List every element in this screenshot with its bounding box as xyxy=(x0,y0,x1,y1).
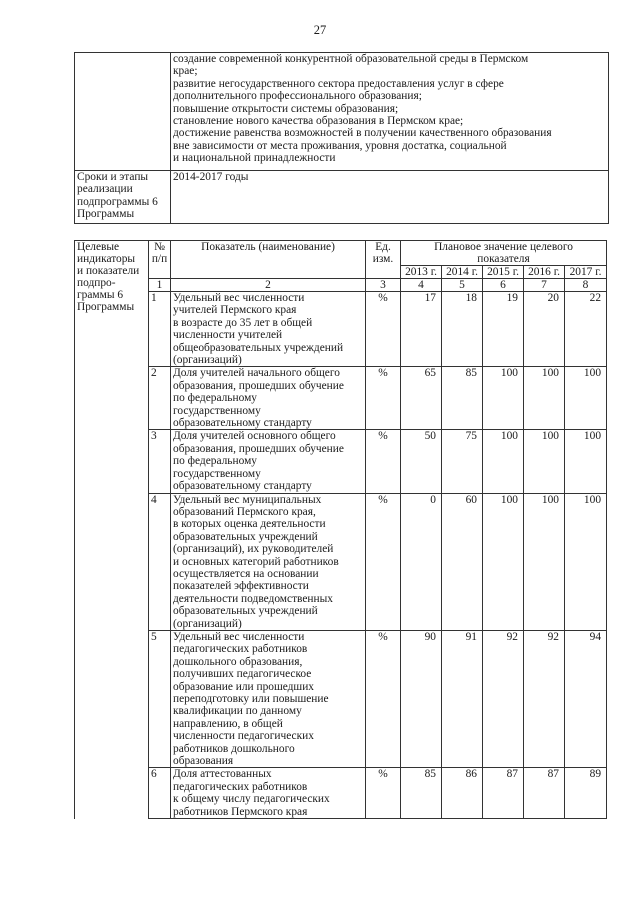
indicator-value: 100 xyxy=(483,367,524,430)
header-unit-line: Ед. xyxy=(375,241,391,253)
indicator-value: 17 xyxy=(401,292,442,367)
indicator-name-line: численности педагогических xyxy=(173,730,314,743)
side-label-line: Целевые xyxy=(77,241,120,253)
indicator-name-line: работников Пермского края xyxy=(173,805,308,818)
indicator-name-line: (организаций) xyxy=(173,354,242,367)
indicator-name-line: квалификации по данному xyxy=(173,705,302,718)
indicator-name-line: образование или прошедших xyxy=(173,680,314,693)
col-number: 5 xyxy=(442,279,483,292)
indicator-name-line: работников дошкольного xyxy=(173,742,295,755)
indicator-row xyxy=(75,292,607,367)
indicator-value: 22 xyxy=(565,292,607,367)
goal-line: крае; xyxy=(173,65,198,78)
indicator-name-line: образовательному стандарту xyxy=(173,417,312,430)
indicator-value: 87 xyxy=(524,768,565,819)
terms-label-line: подпрограммы 6 xyxy=(77,195,158,208)
terms-label-line: реализации xyxy=(77,183,133,196)
indicator-name-line: образовательному стандарту xyxy=(173,480,312,493)
indicator-name-line: по федеральному xyxy=(173,455,257,468)
indicator-unit: % xyxy=(366,630,401,767)
header-plan-line: Плановое значение целевого xyxy=(434,241,573,253)
col-number: 1 xyxy=(149,279,171,292)
indicator-value: 100 xyxy=(483,430,524,493)
indicator-value: 19 xyxy=(483,292,524,367)
indicator-row xyxy=(75,367,607,430)
indicator-value: 100 xyxy=(524,367,565,430)
indicator-value: 50 xyxy=(401,430,442,493)
indicator-name-line: переподготовку или повышение xyxy=(173,693,329,705)
indicator-value: 75 xyxy=(442,430,483,493)
indicators-table xyxy=(74,240,607,819)
indicator-value: 65 xyxy=(401,367,442,430)
header-year: 2015 г. xyxy=(483,266,524,279)
indicator-name-line: Доля учителей основного общего xyxy=(173,430,336,443)
header-year: 2017 г. xyxy=(565,266,607,279)
indicator-name-line: Удельный вес численности xyxy=(173,630,305,643)
indicator-row xyxy=(75,630,607,767)
indicator-value: 85 xyxy=(401,768,442,819)
indicator-name-line: в возрасте до 35 лет в общей xyxy=(173,316,313,329)
indicator-name-line: Доля аттестованных xyxy=(173,768,272,781)
indicator-name-line: педагогических работников xyxy=(173,780,308,793)
goal-line: вне зависимости от места проживания, уровня достатка, социальной xyxy=(173,139,507,152)
goal-line: и национальной принадлежности xyxy=(173,152,336,165)
header-unit xyxy=(366,241,401,279)
indicator-name-line: деятельности подведомственных xyxy=(173,592,333,605)
col-number: 3 xyxy=(366,279,401,292)
header-row-colnums xyxy=(75,279,607,292)
indicator-name-line: показателей эффективности xyxy=(173,580,309,593)
indicator-name-line: образования, прошедших обучение xyxy=(173,442,344,455)
goal-line: дополнительного профессионального образования; xyxy=(173,90,422,103)
indicator-name-line: образовательных учреждений xyxy=(173,530,318,543)
terms-label-cell xyxy=(75,171,171,224)
indicator-value: 60 xyxy=(442,493,483,630)
indicator-value: 100 xyxy=(483,493,524,630)
header-num-line: п/п xyxy=(151,253,168,265)
goal-line: достижение равенства возможностей в получении качественного образования xyxy=(173,127,552,140)
indicator-name-line: образовательных учреждений xyxy=(173,605,318,618)
indicator-name-line: государственному xyxy=(173,467,261,480)
indicator-name-line: в которых оценка деятельности xyxy=(173,518,326,531)
header-num-line: № xyxy=(154,241,165,253)
indicator-name-line: направлению, в общей xyxy=(173,717,283,730)
indicator-name-line: осуществляется на основании xyxy=(173,567,319,580)
indicator-value: 18 xyxy=(442,292,483,367)
indicator-unit: % xyxy=(366,430,401,493)
terms-label-line: Программы xyxy=(77,208,135,221)
header-year: 2014 г. xyxy=(442,266,483,279)
header-row-1 xyxy=(75,241,607,266)
terms-value-cell: 2014-2017 годы xyxy=(171,171,609,224)
indicator-name-line: к общему числу педагогических xyxy=(173,793,330,806)
indicator-num: 2 xyxy=(149,367,171,430)
indicator-num: 1 xyxy=(149,292,171,367)
indicator-num: 4 xyxy=(149,493,171,630)
indicator-name xyxy=(171,768,366,819)
indicator-num: 5 xyxy=(149,630,171,767)
indicator-value: 85 xyxy=(442,367,483,430)
col-number: 2 xyxy=(171,279,366,292)
passport-table-top xyxy=(74,52,609,224)
indicator-value: 87 xyxy=(483,768,524,819)
indicator-value: 0 xyxy=(401,493,442,630)
side-label-line: подпро- xyxy=(77,277,116,289)
indicator-value: 100 xyxy=(565,493,607,630)
indicator-name-line: образований Пермского края, xyxy=(173,505,316,518)
goals-label-cell xyxy=(75,53,171,171)
indicator-name-line: (организаций) xyxy=(173,617,242,630)
header-unit-line: изм. xyxy=(372,253,394,265)
header-year: 2016 г. xyxy=(524,266,565,279)
header-plan xyxy=(401,241,607,266)
indicator-name-line: и основных категорий работников xyxy=(173,555,339,568)
indicator-name-line: образования xyxy=(173,755,234,768)
indicator-name xyxy=(171,430,366,493)
indicator-name-line: государственному xyxy=(173,404,261,417)
indicator-value: 92 xyxy=(524,630,565,767)
header-plan-line: показателя xyxy=(477,253,530,265)
terms-row xyxy=(75,171,609,224)
indicator-value: 86 xyxy=(442,768,483,819)
indicator-name xyxy=(171,630,366,767)
indicator-name-line: дошкольного образования, xyxy=(173,655,303,668)
indicator-name-line: учителей Пермского края xyxy=(173,304,297,317)
header-num xyxy=(149,241,171,279)
terms-label-line: Сроки и этапы xyxy=(77,171,149,183)
indicator-value: 90 xyxy=(401,630,442,767)
indicator-value: 91 xyxy=(442,630,483,767)
indicator-unit: % xyxy=(366,493,401,630)
indicator-value: 94 xyxy=(565,630,607,767)
col-number: 8 xyxy=(565,279,607,292)
indicator-name-line: Удельный вес муниципальных xyxy=(173,493,322,506)
side-label-cell xyxy=(75,241,149,819)
indicator-num: 6 xyxy=(149,768,171,819)
indicator-value: 100 xyxy=(565,367,607,430)
indicator-value: 92 xyxy=(483,630,524,767)
indicator-name-line: Доля учителей начального общего xyxy=(173,367,340,380)
indicator-row xyxy=(75,768,607,819)
goal-line: создание современной конкурентной образовательной среды в Пермском xyxy=(173,53,529,65)
header-year: 2013 г. xyxy=(401,266,442,279)
goal-line: становление нового качества образования в Пермском крае; xyxy=(173,115,464,128)
indicator-name-line: численности учителей xyxy=(173,329,283,342)
indicator-name-line: общеобразовательных учреждений xyxy=(173,341,344,354)
indicator-row xyxy=(75,493,607,630)
indicator-name-line: образования, прошедших обучение xyxy=(173,379,344,392)
side-label-line: и показатели xyxy=(77,265,140,277)
indicator-unit: % xyxy=(366,768,401,819)
goal-line: развитие негосударственного сектора предоставления услуг в сфере xyxy=(173,77,504,90)
indicator-value: 100 xyxy=(524,493,565,630)
indicator-name xyxy=(171,367,366,430)
indicator-value: 89 xyxy=(565,768,607,819)
col-number: 6 xyxy=(483,279,524,292)
indicator-value: 100 xyxy=(565,430,607,493)
goals-cell xyxy=(171,53,609,171)
indicator-value: 20 xyxy=(524,292,565,367)
indicator-name-line: Удельный вес численности xyxy=(173,292,305,304)
indicator-name xyxy=(171,292,366,367)
indicator-name-line: педагогических работников xyxy=(173,643,308,656)
goal-line: повышение открытости системы образования; xyxy=(173,102,399,115)
indicator-name-line: получивших педагогическое xyxy=(173,668,312,681)
page-number: 27 xyxy=(313,23,327,37)
side-label-line: Программы xyxy=(77,301,135,313)
indicator-unit: % xyxy=(366,367,401,430)
indicator-unit: % xyxy=(366,292,401,367)
indicator-name-line: (организаций), их руководителей xyxy=(173,543,334,556)
col-number: 4 xyxy=(401,279,442,292)
col-number: 7 xyxy=(524,279,565,292)
indicator-name xyxy=(171,493,366,630)
side-label-line: индикаторы xyxy=(77,253,136,265)
indicator-value: 100 xyxy=(524,430,565,493)
side-label-line: граммы 6 xyxy=(77,289,124,301)
header-name: Показатель (наименование) xyxy=(171,241,366,279)
indicator-num: 3 xyxy=(149,430,171,493)
indicator-name-line: по федеральному xyxy=(173,392,257,405)
indicator-row xyxy=(75,430,607,493)
goals-row xyxy=(75,53,609,171)
